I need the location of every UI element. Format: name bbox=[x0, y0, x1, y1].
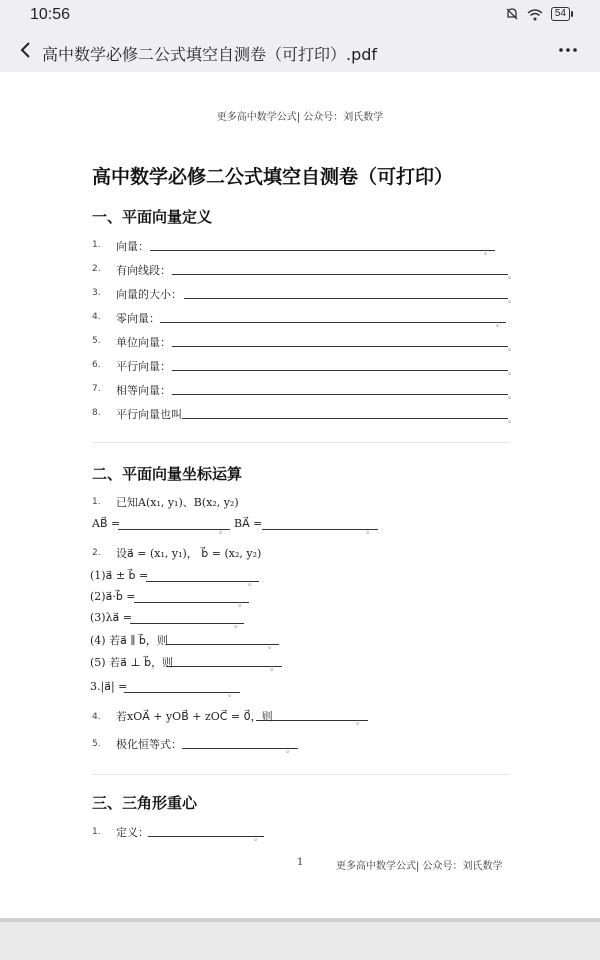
list-item bbox=[92, 358, 518, 377]
battery-icon: 54 bbox=[551, 7, 570, 21]
item-label: 向量的大小： bbox=[116, 288, 182, 301]
period-mark: 。 bbox=[366, 526, 376, 536]
list-item bbox=[92, 238, 512, 256]
question-text: 设a⃗ = (x₁, y₁)， b⃗ = (x₂, y₂) bbox=[116, 547, 262, 560]
item-label: 平行向量也叫 bbox=[116, 408, 182, 421]
period-mark: 。 bbox=[268, 641, 278, 651]
question-3: 3.|a⃗| = bbox=[90, 680, 128, 693]
item-number: 7. bbox=[92, 384, 101, 394]
period-mark: 。 bbox=[286, 745, 296, 755]
period-mark: 。 bbox=[270, 663, 280, 673]
item-number: 6. bbox=[92, 360, 101, 370]
period-mark: 。 bbox=[248, 578, 258, 588]
period-mark: 。 bbox=[496, 319, 506, 329]
app-bar bbox=[0, 32, 600, 72]
status-bar bbox=[0, 0, 600, 32]
answer-blank[interactable] bbox=[150, 250, 495, 251]
period-mark: 。 bbox=[484, 247, 494, 257]
sub-question-4: (4) 若a⃗ ∥ b⃗，则 bbox=[90, 634, 168, 647]
answer-blank[interactable] bbox=[172, 370, 508, 371]
item-label: 零向量： bbox=[116, 312, 160, 325]
answer-blank[interactable] bbox=[146, 581, 259, 582]
status-icons bbox=[505, 7, 570, 21]
answer-blank[interactable] bbox=[184, 298, 508, 299]
answer-blank[interactable] bbox=[148, 836, 264, 837]
sub-question-3: (3)λa⃗ = bbox=[90, 611, 133, 624]
period-mark: 。 bbox=[508, 295, 518, 305]
back-icon[interactable] bbox=[14, 38, 38, 62]
more-options-icon[interactable] bbox=[556, 38, 580, 62]
sub-question-1: (1)a⃗ ± b⃗ = bbox=[90, 569, 149, 582]
vector-ba-label: BA⃗ = bbox=[234, 517, 263, 530]
scroll-edge bbox=[0, 918, 600, 922]
list-item bbox=[92, 382, 518, 401]
item-label: 平行向量： bbox=[116, 360, 171, 373]
sub-question-2: (2)a⃗·b⃗ = bbox=[90, 590, 136, 603]
period-mark: 。 bbox=[238, 599, 248, 609]
page-header-note: 更多高中数学公式| 公众号：刘氏数学 bbox=[216, 112, 384, 123]
answer-blank[interactable] bbox=[124, 692, 240, 693]
answer-blank[interactable] bbox=[172, 274, 508, 275]
list-item bbox=[92, 262, 518, 281]
wifi-icon bbox=[527, 8, 543, 21]
item-number: 1. bbox=[92, 827, 101, 837]
section-heading-1: 一、平面向量定义 bbox=[92, 208, 213, 226]
period-mark: 。 bbox=[356, 717, 366, 727]
item-number: 5. bbox=[92, 739, 101, 749]
question-text: 极化恒等式： bbox=[116, 738, 182, 751]
section-heading-2: 二、平面向量坐标运算 bbox=[92, 465, 243, 483]
mute-icon bbox=[505, 7, 519, 21]
answer-blank[interactable] bbox=[256, 720, 368, 721]
list-item bbox=[92, 286, 518, 305]
period-mark: 。 bbox=[228, 689, 238, 699]
period-mark: 。 bbox=[508, 343, 518, 353]
answer-blank[interactable] bbox=[166, 666, 282, 667]
answer-blank[interactable] bbox=[130, 623, 244, 624]
sub-question-5: (5) 若a⃗ ⊥ b⃗，则 bbox=[90, 656, 174, 669]
item-number: 2. bbox=[92, 264, 101, 274]
answer-blank[interactable] bbox=[172, 394, 508, 395]
list-item bbox=[92, 334, 518, 353]
period-mark: 。 bbox=[508, 271, 518, 281]
question-text: 若xOA⃗ + yOB⃗ + zOC⃗ = 0⃗，则 bbox=[116, 710, 273, 723]
section-divider bbox=[92, 442, 510, 443]
answer-blank[interactable] bbox=[118, 529, 230, 530]
period-mark: 。 bbox=[234, 620, 244, 630]
item-label: 向量： bbox=[116, 240, 149, 253]
item-number: 1. bbox=[92, 240, 101, 250]
section-heading-3: 三、三角形重心 bbox=[92, 794, 198, 812]
answer-blank[interactable] bbox=[262, 529, 378, 530]
period-mark: 。 bbox=[508, 367, 518, 377]
item-label: 有向线段： bbox=[116, 264, 171, 277]
document-title: 高中数学必修二公式填空自测卷（可打印）.pdf bbox=[42, 45, 378, 64]
list-item bbox=[92, 406, 518, 425]
section-divider bbox=[92, 774, 510, 775]
answer-blank[interactable] bbox=[134, 602, 249, 603]
page-number: 1 bbox=[297, 857, 304, 868]
item-number: 1. bbox=[92, 497, 101, 507]
item-number: 8. bbox=[92, 408, 101, 418]
item-number: 4. bbox=[92, 712, 101, 722]
item-label: 相等向量： bbox=[116, 384, 171, 397]
status-time: 10:56 bbox=[30, 6, 71, 23]
answer-blank[interactable] bbox=[182, 748, 298, 749]
question-text: 已知A(x₁, y₁)、B(x₂, y₂) bbox=[116, 496, 239, 509]
answer-blank[interactable] bbox=[160, 322, 506, 323]
vector-ab-label: AB⃗ = bbox=[92, 517, 121, 530]
item-label: 单位向量： bbox=[116, 336, 171, 349]
list-item bbox=[92, 310, 512, 328]
period-mark: 。 bbox=[254, 833, 264, 843]
answer-blank[interactable] bbox=[172, 346, 508, 347]
item-number: 2. bbox=[92, 548, 101, 558]
answer-blank[interactable] bbox=[182, 418, 508, 419]
item-number: 5. bbox=[92, 336, 101, 346]
page-title: 高中数学必修二公式填空自测卷（可打印） bbox=[92, 166, 454, 188]
item-number: 4. bbox=[92, 312, 101, 322]
question-text: 定义： bbox=[116, 826, 149, 839]
answer-blank[interactable] bbox=[166, 644, 279, 645]
item-number: 3. bbox=[92, 288, 101, 298]
period-mark: 。 bbox=[219, 526, 229, 536]
page-footer-note: 更多高中数学公式| 公众号：刘氏数学 bbox=[336, 861, 503, 872]
period-mark: 。 bbox=[508, 415, 518, 425]
pdf-page[interactable] bbox=[0, 72, 600, 918]
period-mark: 。 bbox=[508, 391, 518, 401]
